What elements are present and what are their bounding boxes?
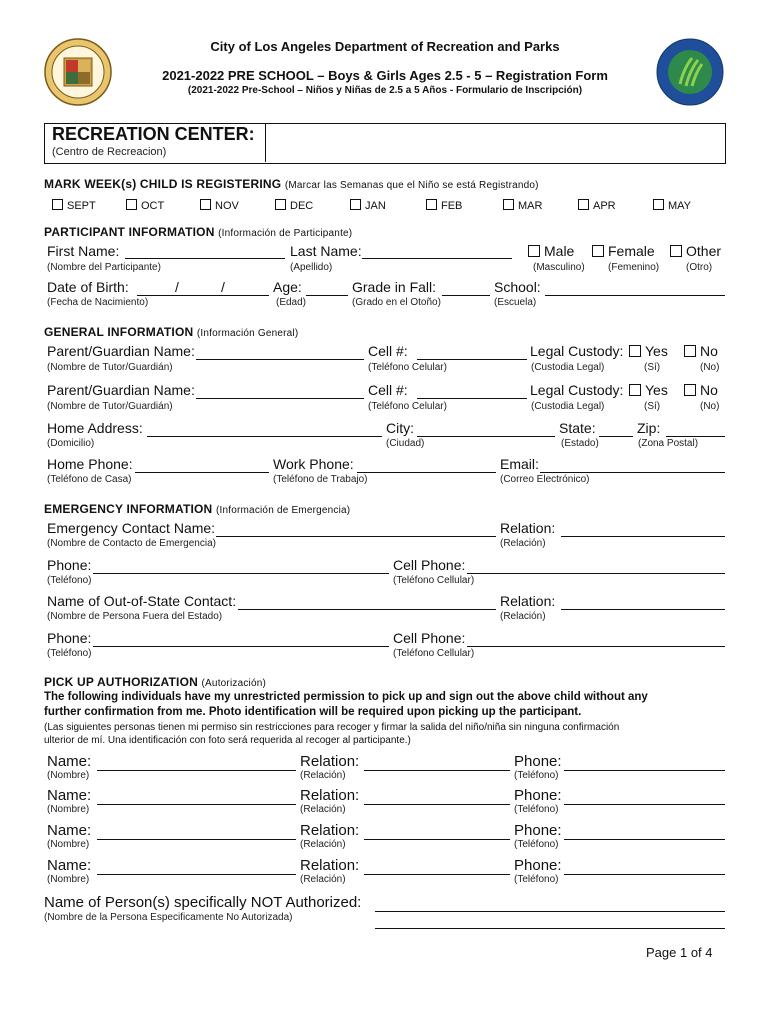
week-checkbox[interactable] <box>653 199 664 210</box>
dob-slash-1: / <box>175 279 179 295</box>
guardian-cell-sub-1: (Teléfono Celular) <box>368 362 447 373</box>
pickup-relation-label-4: Relation: <box>300 857 360 874</box>
custody-no-text: No <box>700 343 718 359</box>
guardian-cell-label-2: Cell #: <box>368 382 408 398</box>
week-label: DEC <box>290 200 314 212</box>
school-label: School: <box>494 279 541 295</box>
male-option[interactable] <box>528 243 574 259</box>
emergency-phone-field[interactable] <box>93 573 389 574</box>
guardian-name-label-1: Parent/Guardian Name: <box>47 343 195 359</box>
pickup-relation-sub-4: (Relación) <box>300 874 346 885</box>
week-label: MAR <box>518 200 543 212</box>
pickup-name-field-2[interactable] <box>97 804 296 805</box>
emergency-relation-label: Relation: <box>500 520 556 536</box>
pickup-phone-label-4: Phone: <box>514 857 562 874</box>
last-name-label: Last Name: <box>290 243 362 259</box>
female-sub: (Femenino) <box>608 262 660 273</box>
city-sub: (Ciudad) <box>386 438 425 449</box>
oos-contact-label: Name of Out-of-State Contact: <box>47 593 237 609</box>
custody-yes-checkbox[interactable] <box>629 384 641 396</box>
rec-center-label: RECREATION CENTER: <box>52 124 255 144</box>
week-checkbox[interactable] <box>275 199 286 210</box>
emergency-cell-sub: (Teléfono Cellular) <box>393 575 475 586</box>
age-sub: (Edad) <box>276 297 307 308</box>
custody-sub-1: (Custodia Legal) <box>531 362 605 373</box>
general-heading-text: GENERAL INFORMATION <box>44 325 194 339</box>
home-phone-label: Home Phone: <box>47 456 133 472</box>
oos-relation-field[interactable] <box>561 609 725 610</box>
header-title: City of Los Angeles Department of Recreation and Parks <box>210 39 560 54</box>
pickup-heading-es: (Autorización) <box>201 678 267 689</box>
custody-no-checkbox[interactable] <box>684 384 696 396</box>
school-sub: (Escuela) <box>494 297 537 308</box>
pickup-relation-label-2: Relation: <box>300 787 360 804</box>
oos-relation-sub: (Relación) <box>500 611 546 622</box>
pickup-name-sub-1: (Nombre) <box>47 770 90 781</box>
week-label: SEPT <box>67 200 96 212</box>
oos-phone-field[interactable] <box>93 646 389 647</box>
custody-yes-checkbox[interactable] <box>629 345 641 357</box>
week-checkbox[interactable] <box>200 199 211 210</box>
pickup-relation-label-1: Relation: <box>300 753 360 770</box>
state-sub: (Estado) <box>561 438 599 449</box>
home-phone-field[interactable] <box>135 472 269 473</box>
female-text: Female <box>608 243 655 259</box>
pickup-text-4: ulterior de mí. Una identificación con foto será requerida al recoger al participante.) <box>44 735 411 746</box>
oos-phone-label: Phone: <box>47 630 92 646</box>
pickup-name-field-1[interactable] <box>97 770 296 771</box>
pickup-name-label-1: Name: <box>47 753 92 770</box>
rec-center-sub: (Centro de Recreacion) <box>52 146 167 158</box>
custody-yes-sub-1: (Sí) <box>644 362 661 373</box>
female-option[interactable] <box>592 243 655 259</box>
pickup-phone-label-3: Phone: <box>514 822 562 839</box>
work-phone-field[interactable] <box>357 472 496 473</box>
week-option-sept[interactable] <box>52 199 96 212</box>
week-option-oct[interactable] <box>126 199 164 212</box>
custody-no-option-2[interactable] <box>684 382 718 398</box>
week-checkbox[interactable] <box>52 199 63 210</box>
female-checkbox[interactable] <box>592 245 604 257</box>
week-option-may[interactable] <box>653 199 691 212</box>
dob-label: Date of Birth: <box>47 279 129 295</box>
address-sub: (Domicilio) <box>47 438 95 449</box>
age-label: Age: <box>273 279 302 295</box>
custody-no-option-1[interactable] <box>684 343 718 359</box>
custody-yes-option-1[interactable] <box>629 343 668 359</box>
week-option-nov[interactable] <box>200 199 239 212</box>
participant-heading-es: (Información de Participante) <box>218 228 353 239</box>
male-text: Male <box>544 243 575 259</box>
oos-contact-field[interactable] <box>238 609 496 610</box>
other-sub: (Otro) <box>686 262 713 273</box>
week-option-mar[interactable] <box>503 199 542 212</box>
rec-center-divider <box>265 123 266 162</box>
week-label: MAY <box>668 200 692 212</box>
pickup-name-sub-4: (Nombre) <box>47 874 90 885</box>
first-name-field[interactable] <box>125 258 285 259</box>
general-heading <box>44 325 298 339</box>
grade-sub: (Grado en el Otoño) <box>352 297 441 308</box>
school-field[interactable] <box>545 295 725 296</box>
weeks-heading-text: MARK WEEK(s) CHILD IS REGISTERING <box>44 177 282 191</box>
dob-sub: (Fecha de Nacimiento) <box>47 297 149 308</box>
not-auth-sub: (Nombre de la Persona Especificamente No Autorizada) <box>44 912 293 923</box>
guardian-cell-field-1[interactable] <box>417 359 527 360</box>
pickup-name-sub-3: (Nombre) <box>47 839 90 850</box>
week-option-dec[interactable] <box>275 199 313 212</box>
week-checkbox[interactable] <box>578 199 589 210</box>
guardian-cell-label-1: Cell #: <box>368 343 408 359</box>
work-phone-label: Work Phone: <box>273 456 354 472</box>
emergency-heading-text: EMERGENCY INFORMATION <box>44 502 213 516</box>
week-option-jan[interactable] <box>350 199 386 212</box>
pickup-name-label-3: Name: <box>47 822 92 839</box>
other-text: Other <box>686 243 722 259</box>
pickup-relation-sub-2: (Relación) <box>300 804 346 815</box>
pickup-name-label-4: Name: <box>47 857 92 874</box>
zip-field[interactable] <box>666 436 725 437</box>
dob-field[interactable] <box>137 295 269 296</box>
emergency-relation-sub: (Relación) <box>500 538 546 549</box>
pickup-text-3: (Las siguientes personas tienen mi permiso sin restricciones para recoger y firmar la salida del niño/niña sin ninguna confirmación <box>44 722 620 733</box>
emergency-heading <box>44 502 350 516</box>
emergency-contact-label: Emergency Contact Name: <box>47 520 216 536</box>
custody-no-text: No <box>700 382 718 398</box>
week-label: NOV <box>215 200 239 212</box>
city-field[interactable] <box>417 436 555 437</box>
custody-label-1: Legal Custody: <box>530 343 624 359</box>
email-label: Email: <box>500 456 539 472</box>
custody-no-checkbox[interactable] <box>684 345 696 357</box>
pickup-relation-field-1[interactable] <box>364 770 510 771</box>
oos-cell-sub: (Teléfono Cellular) <box>393 648 475 659</box>
custody-yes-text: Yes <box>645 343 668 359</box>
custody-yes-sub-2: (Sí) <box>644 401 661 412</box>
emergency-relation-field[interactable] <box>561 536 725 537</box>
not-auth-field-2[interactable] <box>375 928 725 929</box>
custody-label-2: Legal Custody: <box>530 382 624 398</box>
pickup-name-field-4[interactable] <box>97 874 296 875</box>
city-label: City: <box>386 420 414 436</box>
guardian-cell-sub-2: (Teléfono Celular) <box>368 401 447 412</box>
custody-yes-option-2[interactable] <box>629 382 668 398</box>
male-checkbox[interactable] <box>528 245 540 257</box>
pickup-phone-sub-1: (Teléfono) <box>514 770 559 781</box>
address-label: Home Address: <box>47 420 143 436</box>
guardian-name-field-2[interactable] <box>196 398 364 399</box>
pickup-relation-label-3: Relation: <box>300 822 360 839</box>
zip-label: Zip: <box>637 420 661 436</box>
pickup-heading-text: PICK UP AUTHORIZATION <box>44 675 198 689</box>
pickup-phone-field-1[interactable] <box>564 770 725 771</box>
week-label: FEB <box>441 200 463 212</box>
age-field[interactable] <box>306 295 348 296</box>
pickup-name-label-2: Name: <box>47 787 92 804</box>
week-checkbox[interactable] <box>126 199 137 210</box>
weeks-heading <box>44 177 539 191</box>
guardian-name-sub-1: (Nombre de Tutor/Guardián) <box>47 362 173 373</box>
pickup-phone-label-1: Phone: <box>514 753 562 770</box>
header-subtitle: 2021-2022 PRE SCHOOL – Boys & Girls Ages 2.5 - 5 – Registration Form <box>162 68 608 83</box>
emergency-contact-field[interactable] <box>216 536 496 537</box>
email-sub: (Correo Electrónico) <box>500 474 590 485</box>
address-field[interactable] <box>147 436 382 437</box>
custody-sub-2: (Custodia Legal) <box>531 401 605 412</box>
first-name-sub: (Nombre del Participante) <box>47 262 161 273</box>
dob-slash-2: / <box>221 279 225 295</box>
male-sub: (Masculino) <box>533 262 585 273</box>
week-checkbox[interactable] <box>350 199 361 210</box>
last-name-sub: (Apellido) <box>290 262 333 273</box>
pickup-text-1: The following individuals have my unrestricted permission to pick up and sign out the above child without any <box>44 691 648 703</box>
state-field[interactable] <box>599 436 633 437</box>
pickup-phone-sub-4: (Teléfono) <box>514 874 559 885</box>
emergency-contact-sub: (Nombre de Contacto de Emergencia) <box>47 538 216 549</box>
not-auth-label: Name of Person(s) specifically NOT Authorized: <box>44 894 362 911</box>
guardian-name-label-2: Parent/Guardian Name: <box>47 382 195 398</box>
emergency-phone-label: Phone: <box>47 557 92 573</box>
guardian-name-sub-2: (Nombre de Tutor/Guardián) <box>47 401 173 412</box>
not-auth-field-1[interactable] <box>375 911 725 912</box>
guardian-name-field-1[interactable] <box>196 359 364 360</box>
other-checkbox[interactable] <box>670 245 682 257</box>
first-name-label: First Name: <box>47 243 120 259</box>
pickup-phone-field-3[interactable] <box>564 839 725 840</box>
pickup-phone-label-2: Phone: <box>514 787 562 804</box>
weeks-heading-es: (Marcar las Semanas que el Niño se está Registrando) <box>284 180 539 191</box>
pickup-text-2: further confirmation from me. Photo identification will be required upon picking up the participant. <box>44 706 582 718</box>
state-label: State: <box>559 420 596 436</box>
oos-cell-field[interactable] <box>467 646 725 647</box>
pickup-name-sub-2: (Nombre) <box>47 804 90 815</box>
week-label: JAN <box>365 200 386 212</box>
oos-relation-label: Relation: <box>500 593 556 609</box>
oos-contact-sub: (Nombre de Persona Fuera del Estado) <box>47 611 223 622</box>
pickup-relation-sub-3: (Relación) <box>300 839 346 850</box>
week-checkbox[interactable] <box>426 199 437 210</box>
last-name-field[interactable] <box>362 258 512 259</box>
pickup-name-field-3[interactable] <box>97 839 296 840</box>
oos-cell-label: Cell Phone: <box>393 630 466 646</box>
custody-no-sub-2: (No) <box>700 401 720 412</box>
week-checkbox[interactable] <box>503 199 514 210</box>
emergency-heading-es: (Información de Emergencia) <box>215 505 351 516</box>
other-option[interactable] <box>670 243 721 259</box>
oos-phone-sub: (Teléfono) <box>47 648 92 659</box>
general-heading-es: (Información General) <box>196 328 299 339</box>
pickup-phone-field-4[interactable] <box>564 874 725 875</box>
participant-heading <box>44 225 352 239</box>
emergency-cell-label: Cell Phone: <box>393 557 466 573</box>
custody-yes-text: Yes <box>645 382 668 398</box>
zip-sub: (Zona Postal) <box>638 438 699 449</box>
week-option-apr[interactable] <box>578 199 616 212</box>
week-option-feb[interactable] <box>426 199 462 212</box>
pickup-relation-field-3[interactable] <box>364 839 510 840</box>
header-subtitle-es: (2021-2022 Pre-School – Niños y Niñas de 2.5 a 5 Años - Formulario de Inscripción) <box>187 85 583 96</box>
pickup-relation-field-2[interactable] <box>364 804 510 805</box>
work-phone-sub: (Teléfono de Trabajo) <box>273 474 368 485</box>
week-label: OCT <box>141 200 165 212</box>
pickup-relation-field-4[interactable] <box>364 874 510 875</box>
page-number: Page 1 of 4 <box>646 945 713 960</box>
pickup-phone-sub-2: (Teléfono) <box>514 804 559 815</box>
pickup-heading <box>44 675 266 689</box>
home-phone-sub: (Teléfono de Casa) <box>47 474 132 485</box>
pickup-phone-field-2[interactable] <box>564 804 725 805</box>
grade-field[interactable] <box>442 295 490 296</box>
emergency-cell-field[interactable] <box>467 573 725 574</box>
pickup-phone-sub-3: (Teléfono) <box>514 839 559 850</box>
pickup-relation-sub-1: (Relación) <box>300 770 346 781</box>
email-field[interactable] <box>540 472 725 473</box>
grade-label: Grade in Fall: <box>352 279 437 295</box>
week-label: APR <box>593 200 616 212</box>
guardian-cell-field-2[interactable] <box>417 398 527 399</box>
participant-heading-text: PARTICIPANT INFORMATION <box>44 225 215 239</box>
custody-no-sub-1: (No) <box>700 362 720 373</box>
emergency-phone-sub: (Teléfono) <box>47 575 92 586</box>
rec-center-input[interactable] <box>268 125 722 160</box>
